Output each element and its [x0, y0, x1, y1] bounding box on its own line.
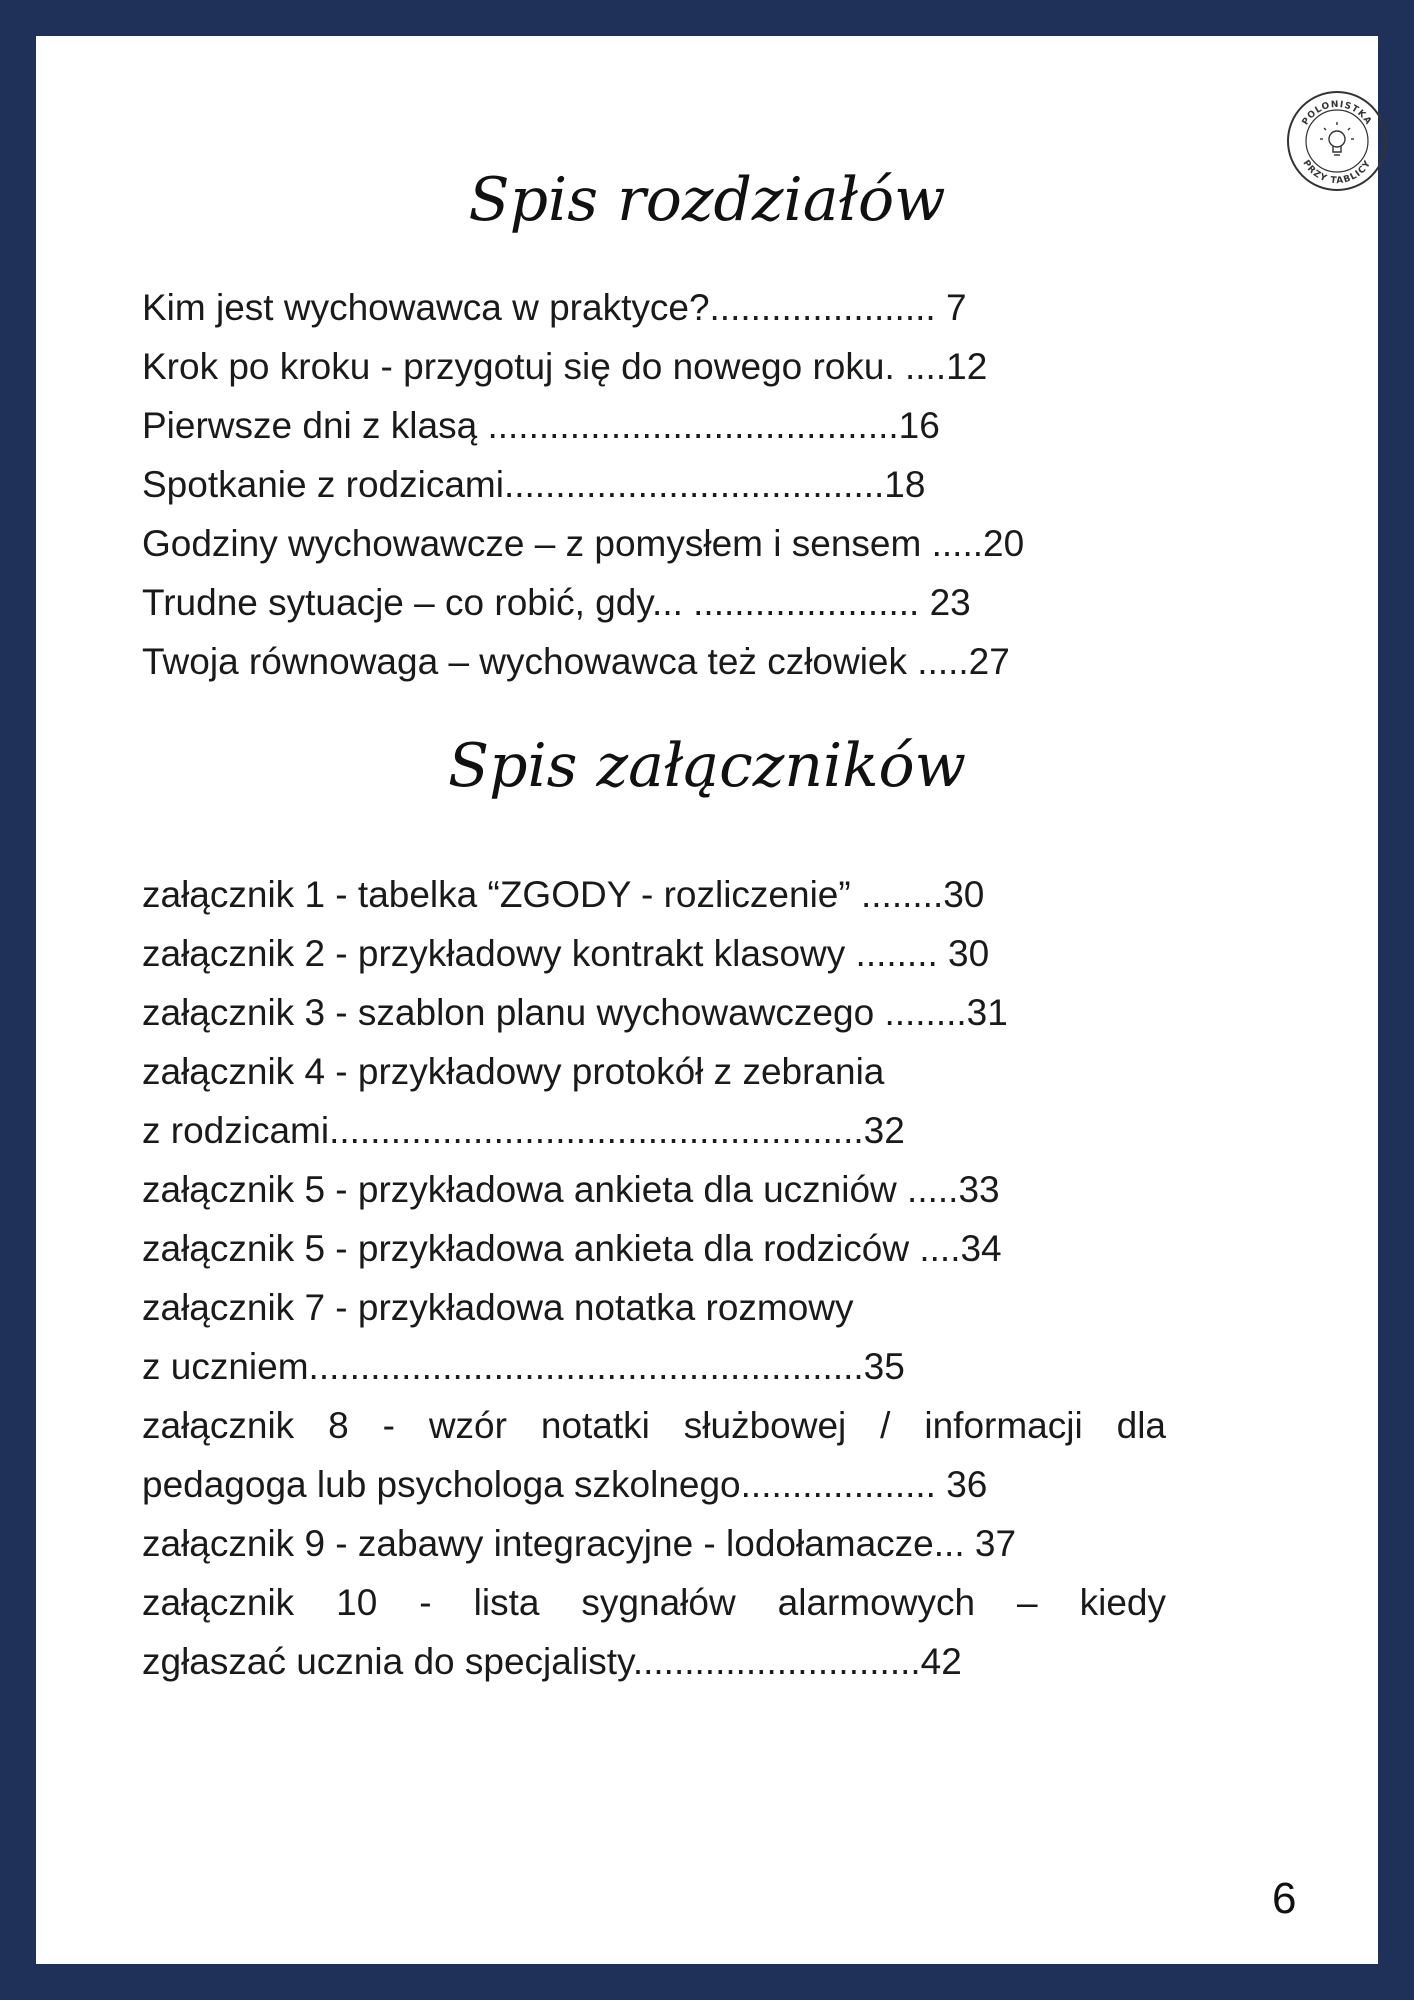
- logo-text-top: POLONISTKA: [1300, 99, 1374, 128]
- toc-entry[interactable]: załącznik 8 - wzór notatki służbowej / informacji dla: [142, 1405, 1166, 1446]
- toc-entry[interactable]: załącznik 3 - szablon planu wychowawczego ........31: [142, 992, 1008, 1033]
- chapters-list: [142, 278, 1166, 691]
- attachments-list: [142, 865, 1166, 1691]
- document-page: [36, 36, 1378, 1964]
- toc-entry[interactable]: załącznik 1 - tabelka “ZGODY - rozliczenie” ........30: [142, 874, 985, 915]
- logo-text-bottom: PRZY TABLICY: [1300, 158, 1374, 187]
- toc-entry[interactable]: Trudne sytuacje – co robić, gdy... ...................... 23: [142, 582, 971, 623]
- toc-entry[interactable]: załącznik 5 - przykładowa ankieta dla uczniów .....33: [142, 1169, 1000, 1210]
- toc-entry[interactable]: Spotkanie z rodzicami.....................................18: [142, 464, 926, 505]
- lightbulb-icon: [1320, 122, 1354, 155]
- toc-entry[interactable]: zgłaszać ucznia do specjalisty............................42: [142, 1641, 962, 1682]
- toc-entry[interactable]: Godziny wychowawcze – z pomysłem i sensem .....20: [142, 523, 1025, 564]
- toc-entry[interactable]: załącznik 2 - przykładowy kontrakt klasowy ........ 30: [142, 933, 990, 974]
- chapters-heading: Spis rozdziałów: [468, 165, 946, 235]
- page-number: 6: [1272, 1874, 1297, 1923]
- toc-entry[interactable]: Krok po kroku - przygotuj się do nowego roku. ....12: [142, 346, 988, 387]
- toc-entry[interactable]: z uczniem......................................................35: [142, 1346, 905, 1387]
- toc-entry[interactable]: z rodzicami....................................................32: [142, 1110, 905, 1151]
- toc-entry[interactable]: pedagoga lub psychologa szkolnego................... 36: [142, 1464, 988, 1505]
- attachments-heading: Spis załączników: [447, 731, 967, 801]
- toc-entry[interactable]: załącznik 4 - przykładowy protokół z zebrania: [142, 1051, 885, 1092]
- toc-entry[interactable]: załącznik 10 - lista sygnałów alarmowych – kiedy: [142, 1582, 1166, 1623]
- toc-entry[interactable]: załącznik 9 - zabawy integracyjne - lodołamacze... 37: [142, 1523, 1017, 1564]
- toc-entry[interactable]: Pierwsze dni z klasą ........................................16: [142, 405, 940, 446]
- toc-entry[interactable]: załącznik 5 - przykładowa ankieta dla rodziców ....34: [142, 1228, 1002, 1269]
- toc-entry[interactable]: Twoja równowaga – wychowawca też człowiek .....27: [142, 641, 1010, 682]
- toc-entry[interactable]: załącznik 7 - przykładowa notatka rozmowy: [142, 1287, 854, 1328]
- toc-entry[interactable]: Kim jest wychowawca w praktyce?...................... 7: [142, 287, 967, 328]
